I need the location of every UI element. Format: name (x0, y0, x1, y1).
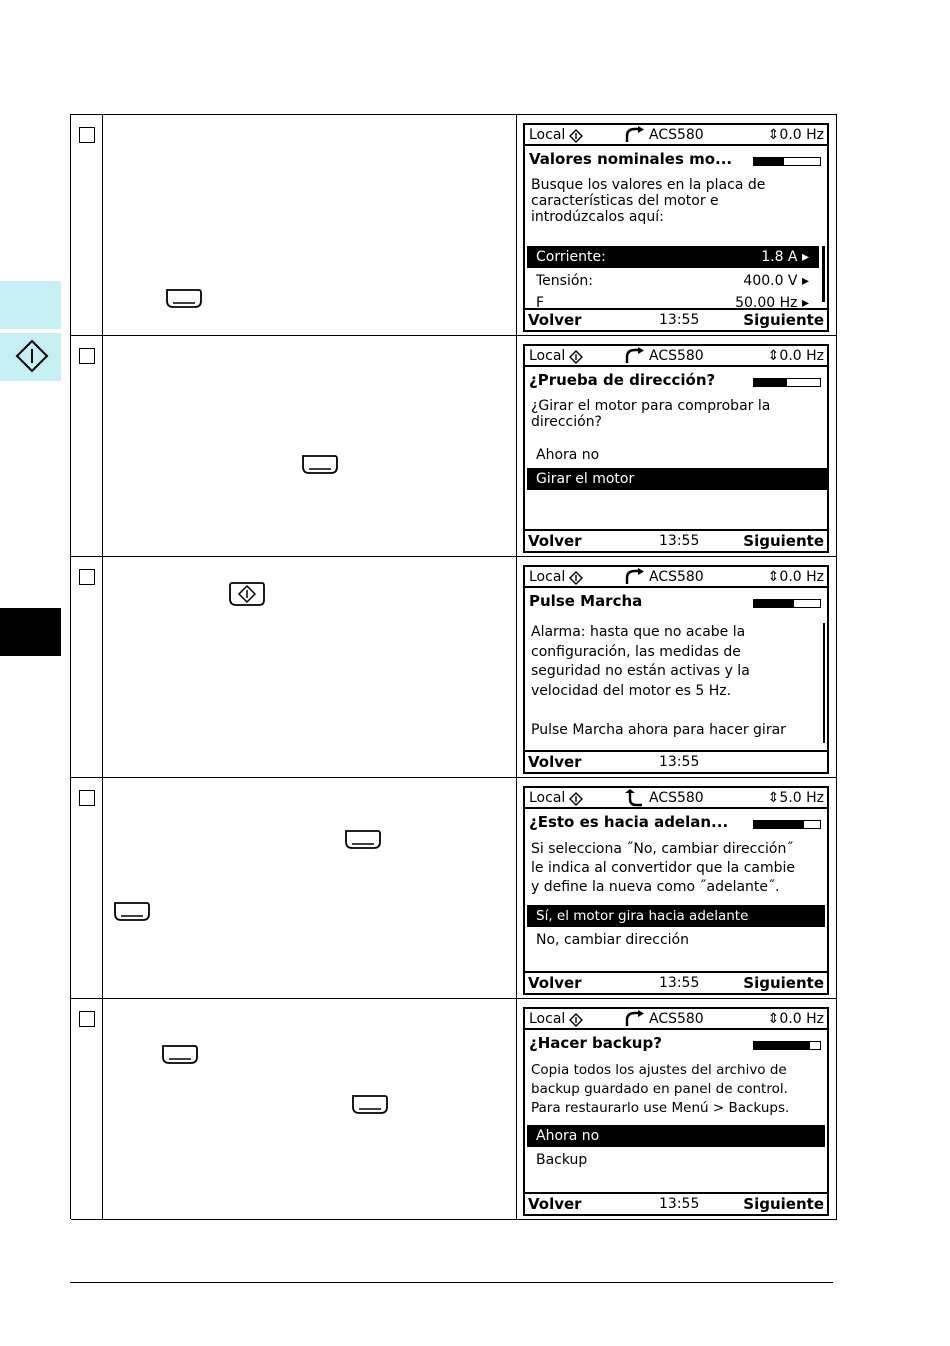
clock: 13:55 (659, 754, 700, 770)
clock: 13:55 (659, 1196, 700, 1212)
progress-fill (754, 821, 804, 828)
start-diamond-icon (569, 1013, 583, 1027)
start-diamond-icon (569, 792, 583, 806)
next-softkey[interactable]: Siguiente (743, 1195, 824, 1213)
screen-title: Valores nominales mo... (529, 150, 733, 168)
screen-title: Pulse Marcha (529, 592, 643, 610)
step-instructions (103, 999, 517, 1219)
step-row (71, 115, 837, 336)
status-bar (525, 567, 827, 588)
softkey-bar (525, 971, 827, 993)
progress-bar (753, 157, 821, 166)
list-item[interactable]: No, cambiar dirección (536, 932, 689, 948)
step-checkbox[interactable] (79, 790, 95, 806)
list-item[interactable]: Backup (536, 1152, 588, 1168)
softkey-icon (299, 453, 339, 477)
progress-bar (753, 820, 821, 829)
screen-body: Busque los valores en la placa de características del motor e introdúzcalos aquí: (531, 177, 766, 225)
screen-body: ¿Girar el motor para comprobar la dirección? (531, 398, 771, 430)
device-name: ACS580 (649, 1011, 704, 1027)
next-softkey[interactable]: Siguiente (743, 532, 824, 550)
softkey-icon (163, 287, 203, 311)
screen-title: ¿Hacer backup? (529, 1034, 662, 1052)
frequency-readout: ⇕0.0 Hz (767, 569, 824, 585)
footer-rule (70, 1282, 833, 1283)
control-panel-screen (523, 344, 829, 553)
step-instructions (103, 115, 517, 335)
step-row (71, 336, 837, 557)
next-softkey[interactable]: Siguiente (743, 974, 824, 992)
back-softkey[interactable]: Volver (528, 1195, 582, 1213)
frequency-readout: ⇕0.0 Hz (767, 127, 824, 143)
status-bar (525, 1009, 827, 1030)
chapter-tab (0, 281, 61, 329)
clock: 13:55 (659, 312, 700, 328)
mode-label: Local (529, 1011, 566, 1027)
progress-fill (754, 158, 784, 165)
progress-fill (754, 379, 787, 386)
mode-label: Local (529, 569, 566, 585)
device-name: ACS580 (649, 790, 704, 806)
softkey-icon (111, 900, 151, 924)
step-instructions (103, 557, 517, 777)
clock: 13:55 (659, 975, 700, 991)
scrollbar[interactable] (822, 246, 825, 302)
rotation-forward-icon (623, 347, 645, 365)
start-diamond-icon (569, 571, 583, 585)
softkey-icon (342, 828, 382, 852)
progress-bar (753, 378, 821, 387)
section-tab (0, 608, 61, 656)
rotation-forward-icon (623, 568, 645, 586)
step-instructions (103, 778, 517, 998)
list-item[interactable]: Ahora no (527, 1125, 825, 1147)
next-softkey[interactable]: Siguiente (743, 311, 824, 329)
rotation-forward-icon (623, 1010, 645, 1028)
clock: 13:55 (659, 533, 700, 549)
step-checkbox[interactable] (79, 348, 95, 364)
step-instructions (103, 336, 517, 556)
status-bar (525, 788, 827, 809)
progress-bar (753, 1041, 821, 1050)
steps-table (70, 114, 837, 1219)
mode-label: Local (529, 348, 566, 364)
control-panel-screen (523, 1007, 829, 1216)
status-bar (525, 125, 827, 146)
softkey-bar (525, 529, 827, 551)
device-name: ACS580 (649, 348, 704, 364)
step-checkbox[interactable] (79, 1011, 95, 1027)
list-item[interactable]: Girar el motor (527, 468, 827, 490)
start-diamond-icon (569, 129, 583, 143)
back-softkey[interactable]: Volver (528, 753, 582, 771)
softkey-bar (525, 750, 827, 772)
list-item[interactable]: F 50.00 Hz ▸ (536, 295, 809, 311)
control-panel-screen (523, 123, 829, 332)
screen-title: ¿Prueba de dirección? (529, 371, 716, 389)
softkey-bar (525, 308, 827, 330)
softkey-icon (349, 1093, 389, 1117)
step-row (71, 557, 837, 778)
progress-bar (753, 599, 821, 608)
softkey-bar (525, 1192, 827, 1214)
rotation-running-icon (623, 789, 645, 807)
start-diamond-icon (15, 339, 49, 373)
frequency-readout: ⇕0.0 Hz (767, 348, 824, 364)
status-bar (525, 346, 827, 367)
control-panel-screen (523, 786, 829, 995)
list-item[interactable]: Ahora no (536, 447, 600, 463)
progress-fill (754, 1042, 810, 1049)
start-tab (0, 333, 61, 381)
frequency-readout: ⇕5.0 Hz (767, 790, 824, 806)
scrollbar[interactable] (823, 623, 825, 743)
list-item[interactable]: Corriente: 1.8 A ▸ (527, 246, 819, 268)
frequency-readout: ⇕0.0 Hz (767, 1011, 824, 1027)
screen-title: ¿Esto es hacia adelan... (529, 813, 729, 831)
mode-label: Local (529, 127, 566, 143)
step-checkbox[interactable] (79, 569, 95, 585)
back-softkey[interactable]: Volver (528, 532, 582, 550)
step-row (71, 778, 837, 999)
screen-body: Alarma: hasta que no acabe la configuración, las medidas de seguridad no están activas y la velocidad del motor es 5 Hz. Pulse Marcha ahora para hacer girar (531, 624, 786, 738)
softkey-icon (159, 1043, 199, 1067)
step-row (71, 999, 837, 1220)
mode-label: Local (529, 790, 566, 806)
progress-fill (754, 600, 794, 607)
start-diamond-icon (569, 350, 583, 364)
screen-body: Copia todos los ajustes del archivo de backup guardado en panel de control. Para restaurarlo use Menú > Backups. (531, 1062, 790, 1116)
step-checkbox[interactable] (79, 127, 95, 143)
device-name: ACS580 (649, 127, 704, 143)
list-item[interactable]: Sí, el motor gira hacia adelante (527, 905, 825, 927)
back-softkey[interactable]: Volver (528, 311, 582, 329)
start-key-icon (228, 581, 266, 607)
back-softkey[interactable]: Volver (528, 974, 582, 992)
list-item[interactable]: Tensión: 400.0 V ▸ (536, 273, 809, 289)
device-name: ACS580 (649, 569, 704, 585)
screen-body: Si selecciona ˝No, cambiar dirección˝ le indica al convertidor que la cambie y define la nueva como ˝adelante˝. (531, 841, 796, 895)
control-panel-screen (523, 565, 829, 774)
rotation-forward-icon (623, 126, 645, 144)
